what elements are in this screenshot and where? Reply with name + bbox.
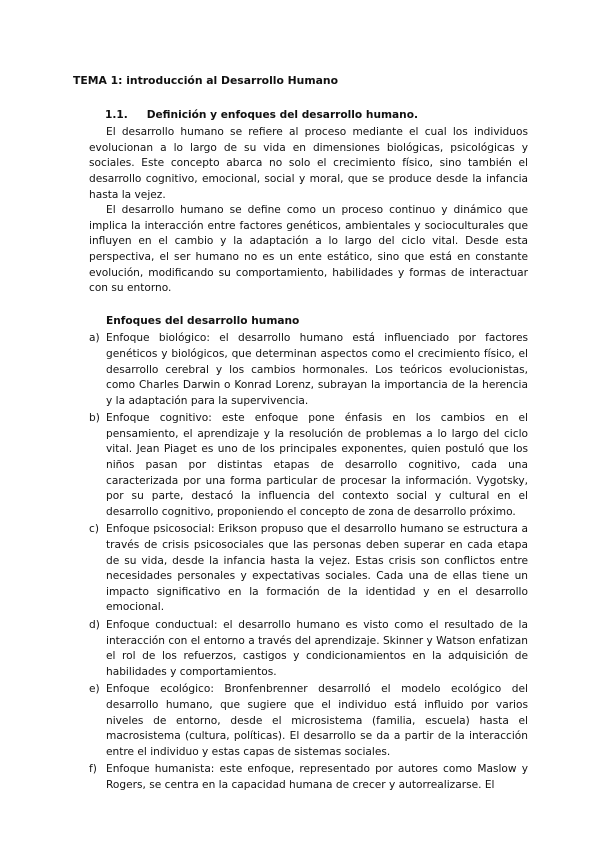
list-item [89,411,528,520]
list-item [89,762,528,793]
list-marker: e) [89,683,100,696]
paragraph-process: El desarrollo humano se define como un proceso continuo y dinámico que implica la interacción entre factores genéticos, ambientales y socioculturales que influyen en el cambio y la adaptación a lo largo del ciclo vital. Desde esta perspectiva, el ser humano no es un ente estático, sino que está en constante evolución, modificando su comportamiento, habilidades y formas de interactuar con su entorno. [89,204,528,295]
list-item [89,331,528,409]
list-item [89,682,528,760]
list-marker: c) [89,523,99,536]
section-number: 1.1. [105,108,128,121]
list-item-text: Enfoque ecológico: Bronfenbrenner desarrolló el modelo ecológico del desarrollo humano, que sugiere que el individuo está influido por varios niveles de entorno, desde el microsistema (familia, escuela) hasta el macrosistema (cultura, políticas). El desarrollo se da a partir de la interacción entre el individuo y estas capas de sistemas sociales. [106,683,528,758]
list-item-text: Enfoque psicosocial: Erikson propuso que el desarrollo humano se estructura a través de crisis psicosociales que las personas deben superar en cada etapa de su vida, desde la infancia hasta la vejez. Estas crisis son conflictos entre necesidades personales y expectativas sociales. Cada una de ellas tiene un impacto significativo en la formación de la identidad y en el desarrollo emocional. [106,523,528,614]
list-item [89,618,528,680]
list-item-text: Enfoque biológico: el desarrollo humano está influenciado por factores genéticos y biológicos, que determinan aspectos como el crecimiento físico, el desarrollo cerebral y los cambios hormonales. Los teóricos evolucionistas, como Charles Darwin o Konrad Lorenz, subrayan la importancia de la herencia y la adaptación para la supervivencia. [106,332,528,407]
section-heading [105,108,528,124]
list-marker: d) [89,619,100,631]
paragraph-definition: El desarrollo humano se refiere al proceso mediante el cual los individuos evolucionan a lo largo de su vida en dimensiones biológicas, psicológicas y sociales. Este concepto abarca no solo el crecimiento físico, sino también el desarrollo cognitivo, emocional, social y moral, que se produce desde la infancia hasta la vejez. [89,126,528,201]
list-item [89,522,528,616]
approaches-list [89,331,528,793]
document-title: TEMA 1: introducción al Desarrollo Humano [73,74,339,87]
list-item-text: Enfoque conductual: el desarrollo humano es visto como el resultado de la interacción con el entorno a través del aprendizaje. Skinner y Watson enfatizan el rol de los refuerzos, castigos y condicionamientos en la adquisición de habilidades y comportamientos. [106,619,528,678]
list-marker: f) [89,763,97,776]
list-item-text: Enfoque cognitivo: este enfoque pone énfasis en los cambios en el pensamiento, el aprendizaje y la resolución de problemas a lo largo del ciclo vital. Jean Piaget es uno de los principales exponentes, quien postuló que los niños pasan por distintas etapas de desarrollo cognitivo, cada una caracterizada por una forma particular de procesar la información. Vygotsky, por su parte, destacó la influencia del contexto social y cultural en el desarrollo cognitivo, proponiendo el concepto de zona de desarrollo próximo. [106,412,528,518]
list-marker: a) [89,332,100,345]
list-marker: b) [89,412,100,425]
list-item-text: Enfoque humanista: este enfoque, representado por autores como Maslow y Rogers, se centra en la capacidad humana de crecer y autorrealizarse. El [106,763,528,791]
approaches-heading: Enfoques del desarrollo humano [106,314,300,327]
section-title: Definición y enfoques del desarrollo humano. [146,108,419,121]
